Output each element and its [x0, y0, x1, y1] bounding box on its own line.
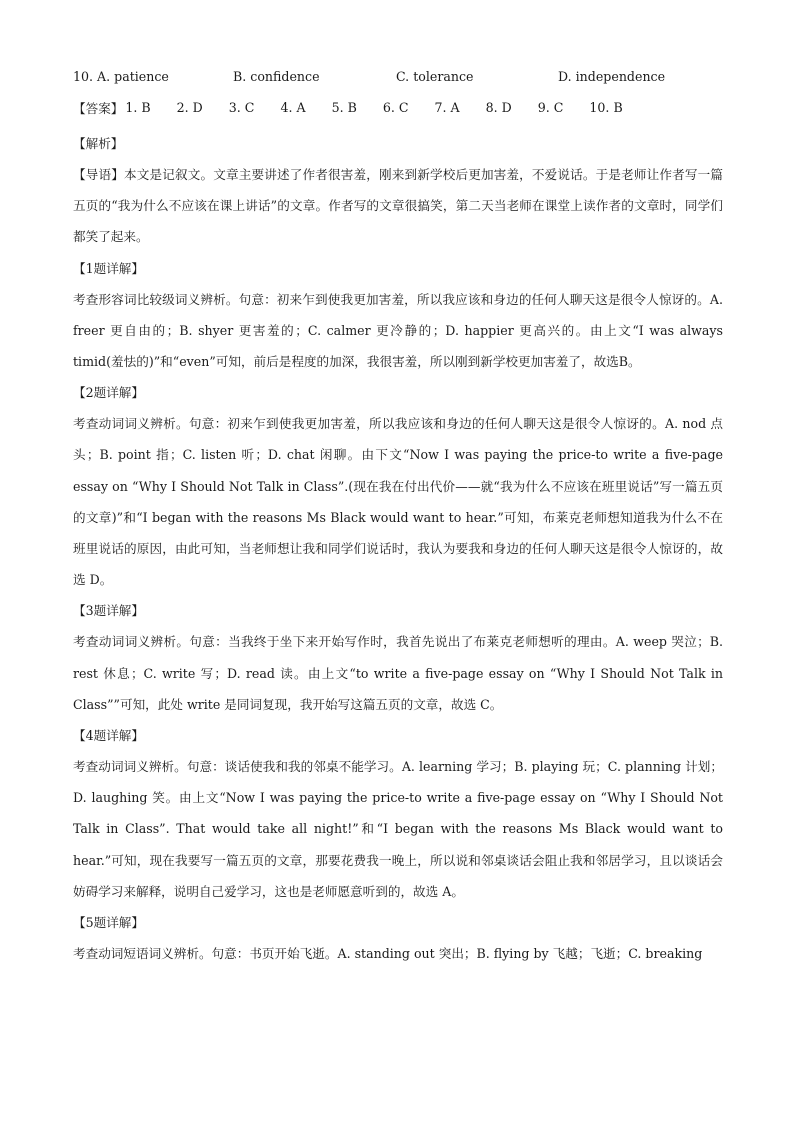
answer-item: 7. A	[434, 99, 460, 115]
answer-item: 1. B	[125, 99, 151, 115]
detail-5-heading: 【5题详解】	[73, 915, 144, 931]
option-b: B. confidence	[233, 68, 320, 84]
detail-2-text: 考查动词词义辨析。句意：初来乍到使我更加害羞，所以我应该和身边的任何人聊天这是很令人惊讶的。A. nod 点头；B. point 指；C. listen 听；D. chat 闲聊。由下文“Now I was paying the price-to write a five-page essay on “Why I Should Not Talk in Class”.(现在我在付出代价——就“我为什么不应该在班里说话”写一篇五页的文章)”和“I began with the reasons Ms Black would want to hear.”可知，布莱克老师想知道我为什么不在班里说话的原因，由此可知，当老师想让我和同学们说话时，我认为要我和身边的任何人聊天这是很令人惊讶的，故选 D。	[73, 416, 723, 588]
answer-item: 10. B	[589, 99, 623, 115]
answer-item: 3. C	[228, 99, 255, 115]
detail-2-heading: 【2题详解】	[73, 385, 144, 401]
answer-item: 4. A	[280, 99, 306, 115]
detail-1-text: 考查形容词比较级词义辨析。句意：初来乍到使我更加害羞，所以我应该和身边的任何人聊天这是很令人惊讶的。A. freer 更自由的；B. shyer 更害羞的；C. calmer 更冷静的；D. happier 更高兴的。由上文“I was always timid(羞怯的)”和“even”可知，前后是程度的加深，我很害羞，所以刚到新学校更加害羞了，故选B。	[73, 291, 723, 370]
intro-paragraph: 【导语】本文是记叙文。文章主要讲述了作者很害羞，刚来到新学校后更加害羞，不爱说话。于是老师让作者写一篇五页的“我为什么不应该在课上讲话”的文章。作者写的文章很搞笑，第二天当老师在课堂上读作者的文章时，同学们都笑了起来。	[73, 167, 723, 245]
detail-5-text: 考查动词短语词义辨析。句意：书页开始飞逝。A. standing out 突出；B. flying by 飞越；飞逝；C. breaking	[73, 946, 703, 962]
answer-tag: 【答案】	[73, 100, 124, 116]
answer-item: 6. C	[382, 99, 409, 115]
detail-3-heading: 【3题详解】	[73, 603, 144, 619]
answer-item: 5. B	[331, 99, 357, 115]
detail-4-text: 考查动词词义辨析。句意：谈话使我和我的邻桌不能学习。A. learning 学习；B. playing 玩；C. planning 计划；D. laughing 笑。由上文“Now I was paying the price-to write a five-page essay on “Why I Should Not Talk in Class”. That would take all night!”和“I began with the reasons Ms Black would want to hear.”可知，现在我要写一篇五页的文章，那要花费我一晚上，所以说和邻桌谈话会阻止我和邻居学习，且以谈话会妨碍学习来解释，说明自己爱学习，这也是老师愿意听到的，故选 A。	[73, 759, 723, 899]
answer-item: 2. D	[176, 99, 203, 115]
question-10-options	[73, 66, 723, 86]
detail-3-text: 考查动词词义辨析。句意：当我终于坐下来开始写作时，我首先说出了布莱克老师想听的理由。A. weep 哭泣；B. rest 休息；C. write 写；D. read 读。由上文“to write a five-page essay on “Why I Should Not Talk in Class””可知，此处 write 是同词复现，我开始写这篇五页的文章，故选 C。	[73, 634, 723, 712]
answer-item: 9. C	[537, 99, 564, 115]
answer-list	[125, 100, 648, 115]
option-c: C. tolerance	[396, 68, 474, 84]
option-a: 10. A. patience	[73, 68, 169, 84]
option-d: D. independence	[558, 68, 666, 84]
document-page	[73, 66, 723, 969]
answer-row	[73, 97, 723, 117]
detail-1-heading: 【1题详解】	[73, 260, 144, 276]
detail-4-heading: 【4题详解】	[73, 728, 144, 744]
answer-item: 8. D	[485, 99, 512, 115]
analysis-label: 【解析】	[73, 136, 124, 151]
